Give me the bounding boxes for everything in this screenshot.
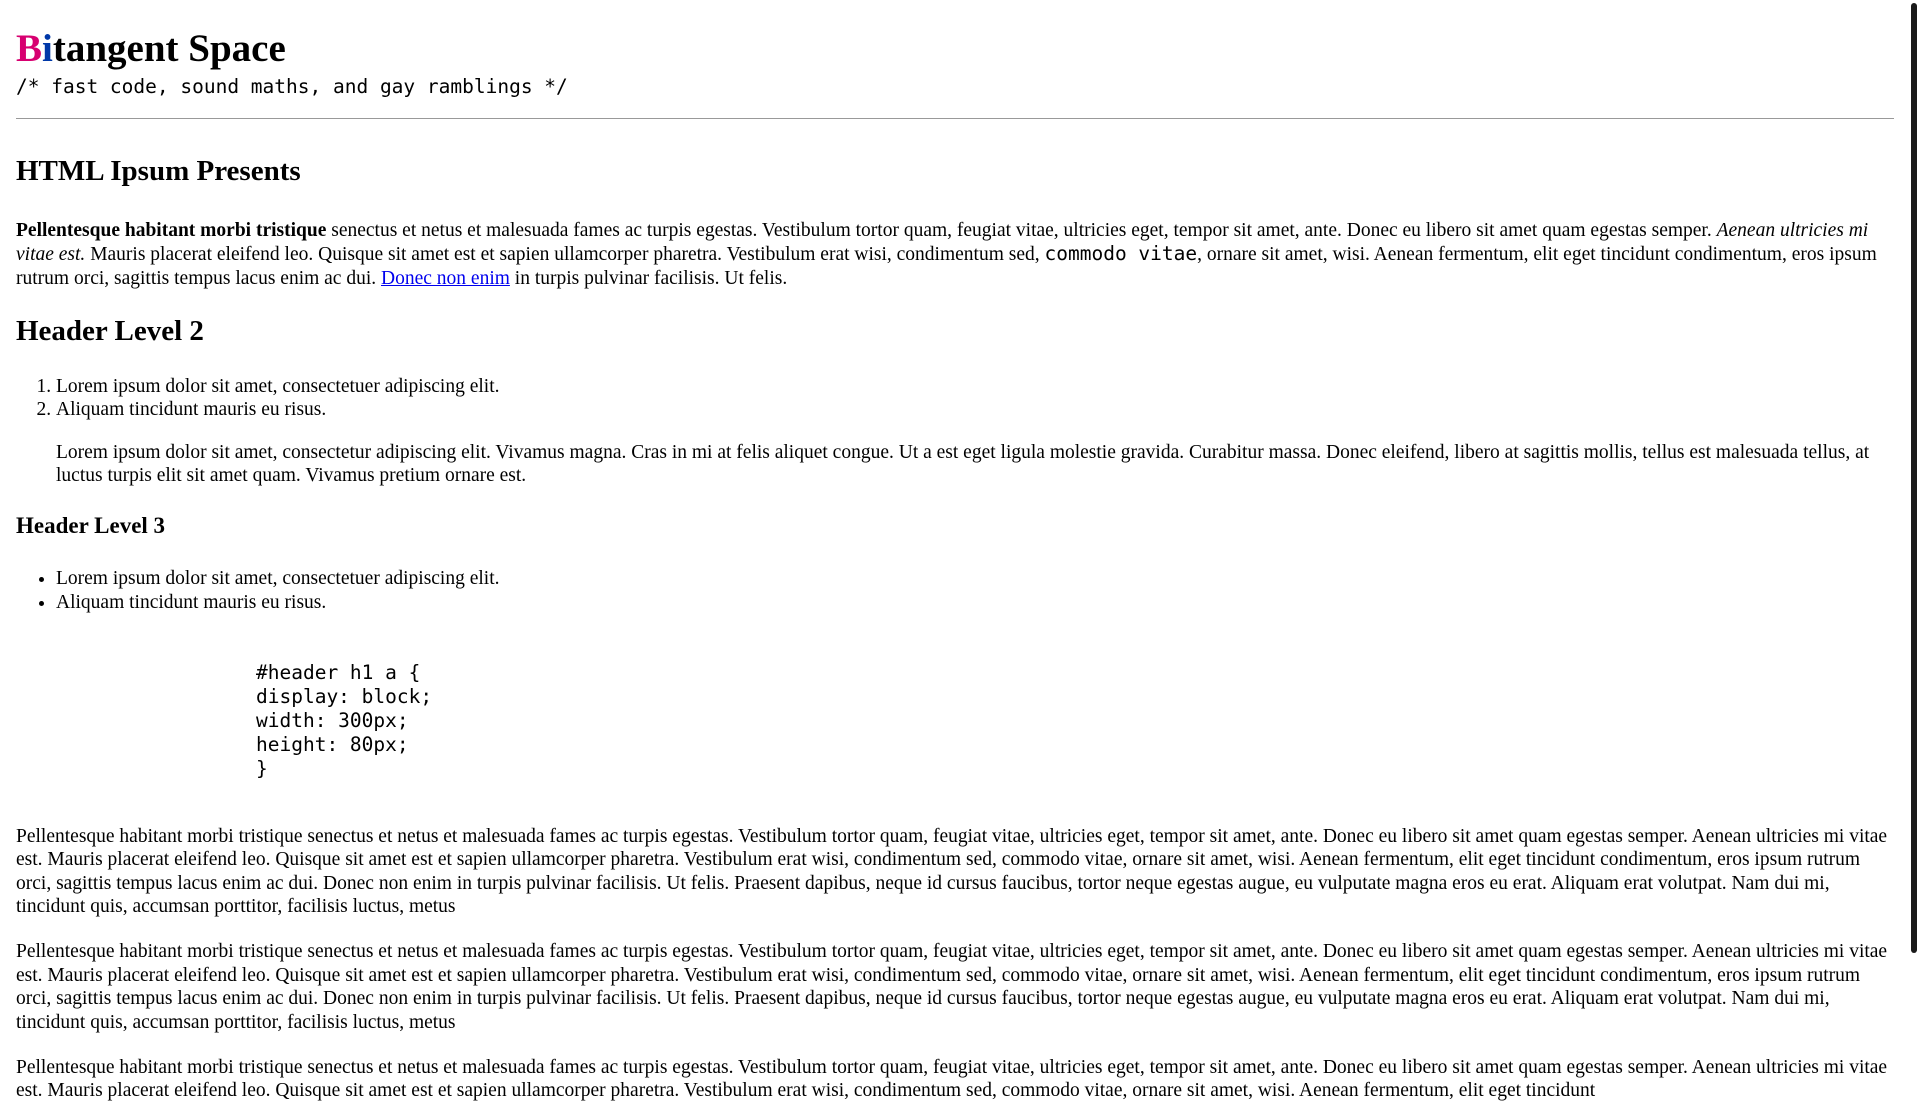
body-paragraph: Pellentesque habitant morbi tristique senectus et netus et malesuada fames ac turpis egestas. Vestibulum tortor quam, feugiat vitae, ultricies eget, tempor sit amet, ante. Donec eu libero sit amet quam egestas semper. Aenean ultricies mi vitae est. Mauris placerat eleifend leo. Quisque sit amet est et sapien ullamcorper pharetra. Vestibulum erat wisi, condimentum sed, commodo vitae, ornare sit amet, wisi. Aenean fermentum, elit eget tincidunt condimentum, eros ipsum rutrum orci, sagittis tempus lacus enim ac dui. Donec non enim in turpis pulvinar facilisis. Ut felis. Praesent dapibus, neque id cursus faucibus, tortor neque egestas augue, eu vulputate magna eros eu erat. Aliquam erat volutpat. Nam dui mi, tincidunt quis, accumsan porttitor, facilisis luctus, metus bbox=[16, 825, 1888, 918]
intro-link[interactable]: Donec non enim bbox=[381, 267, 510, 289]
intro-paragraph bbox=[16, 219, 1894, 290]
intro-inline-code: commodo vitae bbox=[1044, 242, 1198, 266]
header-level-2: Header Level 2 bbox=[16, 315, 204, 348]
body-paragraph: Pellentesque habitant morbi tristique senectus et netus et malesuada fames ac turpis egestas. Vestibulum tortor quam, feugiat vitae, ultricies eget, tempor sit amet, ante. Donec eu libero sit amet quam egestas semper. Aenean ultricies mi vitae est. Mauris placerat eleifend leo. Quisque sit amet est et sapien ullamcorper pharetra. Vestibulum erat wisi, condimentum sed, commodo vitae, ornare sit amet, wisi. Aenean fermentum, elit eget tincidunt condimentum, eros ipsum rutrum orci, sagittis tempus lacus enim ac dui. Donec non enim in turpis pulvinar facilisis. Ut felis. Praesent dapibus, neque id cursus faucibus, tortor neque egestas augue, eu vulputate magna eros eu erat. Aliquam erat volutpat. Nam dui mi, tincidunt quis, accumsan porttitor, facilisis luctus, metus bbox=[16, 941, 1888, 1033]
site-title[interactable] bbox=[16, 26, 1894, 73]
intro-text-4: in turpis pulvinar facilisis. Ut felis. bbox=[509, 267, 788, 289]
body-paragraph: Pellentesque habitant morbi tristique senectus et netus et malesuada fames ac turpis egestas. Vestibulum tortor quam, feugiat vitae, ultricies eget, tempor sit amet, ante. Donec eu libero sit amet quam egestas semper. Aenean ultricies mi vitae est. Mauris placerat eleifend leo. Quisque sit amet est et sapien ullamcorper pharetra. Vestibulum erat wisi, condimentum sed, commodo vitae, ornare sit amet, wisi. Aenean fermentum, elit eget tincidunt bbox=[16, 1057, 1888, 1102]
intro-italic-text: Aenean ultricies mi vitae est. bbox=[16, 219, 1869, 266]
scrollbar-thumb[interactable] bbox=[1911, 3, 1917, 953]
unordered-list-item: • Aliquam tincidunt mauris eu risus. bbox=[56, 591, 1894, 614]
intro-bold-text: Pellentesque habitant morbi tristique bbox=[16, 219, 327, 241]
site-tagline: /* fast code, sound maths, and gay ramblings */ bbox=[16, 74, 568, 98]
header-level-3: Header Level 3 bbox=[16, 512, 166, 538]
post-title: HTML Ipsum Presents bbox=[16, 155, 301, 188]
header-divider bbox=[16, 118, 1894, 119]
intro-text-1: senectus et netus et malesuada fames ac turpis egestas. Vestibulum tortor quam, feugiat vitae, ultricies eget, tempor sit amet, ante. Donec eu libero sit amet quam egestas semper. bbox=[326, 219, 1717, 241]
intro-text-3: , ornare sit amet, wisi. Aenean fermentum, elit eget tincidunt condimentum, eros ipsum rutrum orci, sagittis tempus lacus enim ac dui. bbox=[16, 244, 1877, 289]
ordered-list-item: 2. Aliquam tincidunt mauris eu risus. bbox=[56, 398, 1894, 421]
site-title-letter-b: B bbox=[16, 27, 43, 70]
intro-text-2: Mauris placerat eleifend leo. Quisque sit amet est et sapien ullamcorper pharetra. Vestibulum erat wisi, condimentum sed, bbox=[85, 244, 1045, 266]
code-block: #header h1 a { display: block; width: 300px; height: 80px; } bbox=[256, 660, 433, 780]
page-content bbox=[16, 0, 1894, 1103]
site-title-letter-i: i bbox=[42, 27, 53, 70]
ordered-list bbox=[16, 375, 1894, 422]
unordered-list bbox=[16, 567, 1894, 614]
blockquote: Lorem ipsum dolor sit amet, consectetur adipiscing elit. Vivamus magna. Cras in mi at felis aliquet congue. Ut a est eget ligula molestie gravida. Curabitur massa. Donec eleifend, libero at sagittis mollis, tellus est malesuada tellus, at luctus turpis elit sit amet quam. Vivamus pretium ornare est. bbox=[56, 441, 1870, 487]
site-title-rest: tangent Space bbox=[52, 27, 286, 70]
unordered-list-item: • Lorem ipsum dolor sit amet, consectetuer adipiscing elit. bbox=[56, 567, 1894, 590]
ordered-list-item: 1. Lorem ipsum dolor sit amet, consectetuer adipiscing elit. bbox=[56, 375, 1894, 398]
vertical-scrollbar[interactable] bbox=[1906, 0, 1920, 1080]
